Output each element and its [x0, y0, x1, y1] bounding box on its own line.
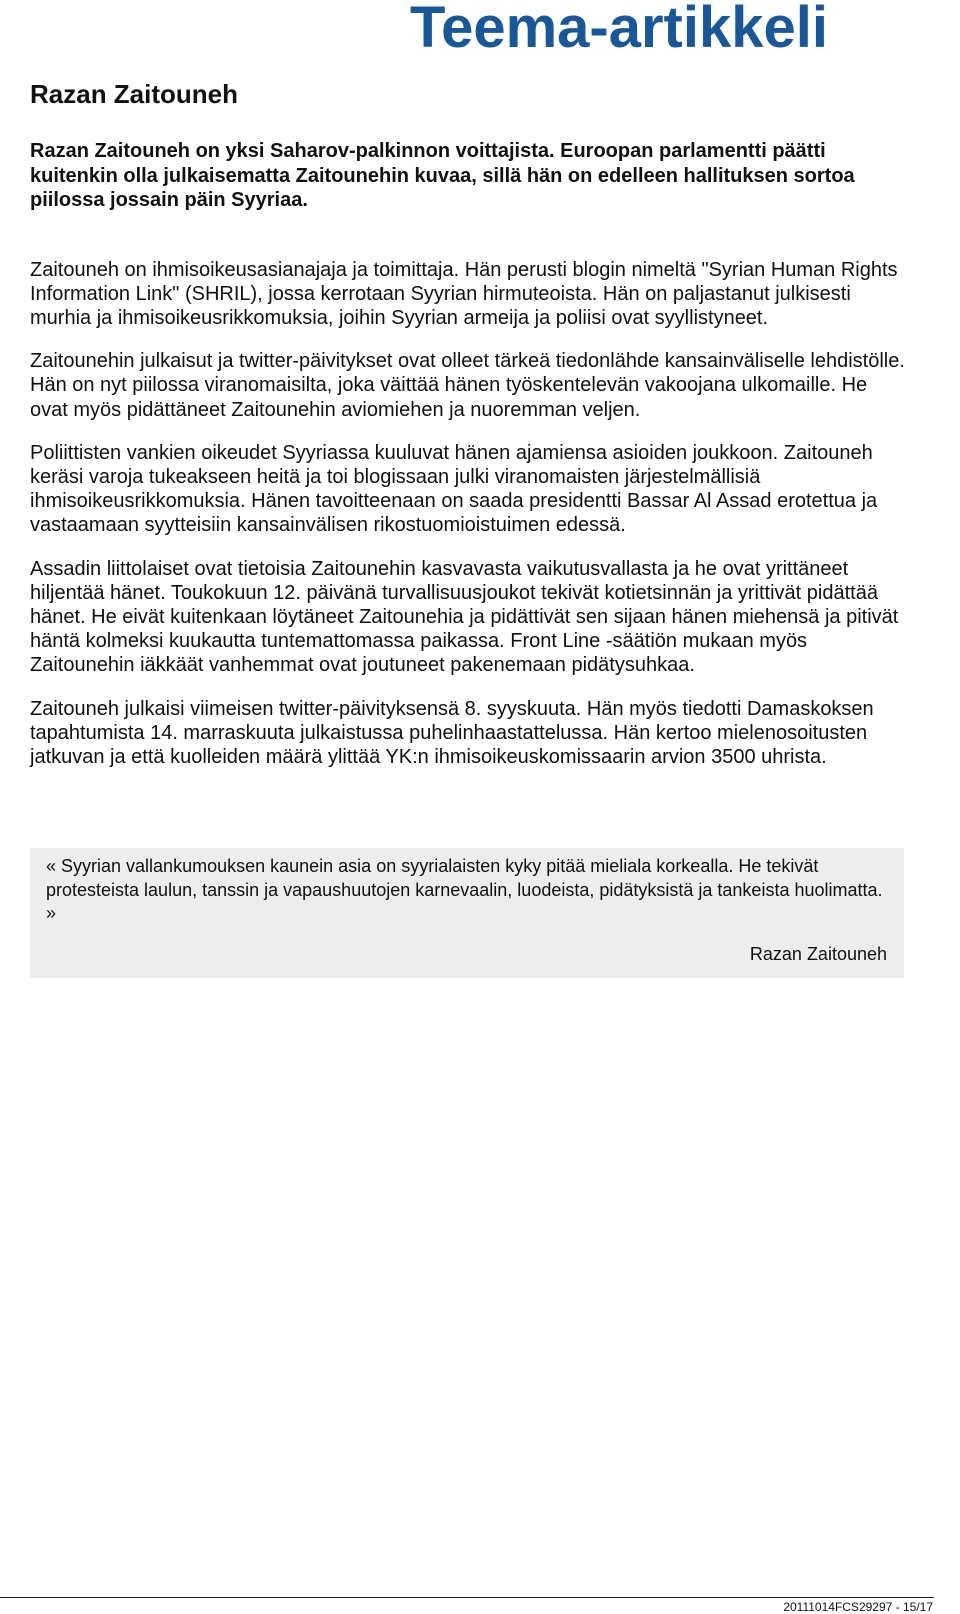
- article-lead: Razan Zaitouneh on yksi Saharov-palkinnon voittajista. Euroopan parlamentti päätti kuitenkin olla julkaisematta Zaitounehin kuvaa, sillä hän on edelleen hallituksen sortoa piilossa jossain päin Syyriaa.: [30, 140, 855, 211]
- section-title: Teema-artikkeli: [409, 0, 828, 60]
- article-paragraph: Zaitouneh on ihmisoikeusasianajaja ja toimittaja. Hän perusti blogin nimeltä "Syrian Human Rights Information Link" (SHRIL), jossa kerrotaan Syyrian hirmuteoista. Hän on paljastanut julkisesti murhia ja ihmisoikeusrikkomuksia, joihin Syyrian armeija ja poliisi ovat syyllistyneet.: [30, 258, 898, 329]
- footer-divider: [0, 1597, 934, 1598]
- article-body: [30, 139, 910, 769]
- footer-reference: 20111014FCS29297 - 15/17: [783, 1600, 933, 1614]
- article-title: Razan Zaitouneh: [30, 79, 239, 109]
- quote-text: « Syyrian vallankumouksen kaunein asia on syyrialaisten kyky pitää mieliala korkealla. He tekivät protesteista laulun, tanssin ja vapaushuutojen karnevaalin, luodeista, pidätyksistä ja tankeista huolimatta. »: [46, 856, 883, 923]
- article-paragraph: Zaitouneh julkaisi viimeisen twitter-päivityksensä 8. syyskuuta. Hän myös tiedotti Damaskoksen tapahtumista 14. marraskuuta julkaistussa puhelinhaastattelussa. Hän kertoo mielenosoitusten jatkuvan ja että kuolleiden määrä ylittää YK:n ihmisoikeuskomissaarin arvion 3500 uhrista.: [30, 697, 874, 768]
- article-paragraph: Assadin liittolaiset ovat tietoisia Zaitounehin kasvavasta vaikutusvallasta ja he ovat yrittäneet hiljentää hänet. Toukokuun 12. päivänä turvallisuusjoukot tekivät kotietsinnän ja yrittivät pidättää hänet. He eivät kuitenkaan löytäneet Zaitounehia ja pidättivät sen sijaan hänen miehensä ja pitivät häntä kolmeksi kuukautta tuntemattomassa paikassa. Front Line -säätiön mukaan myös Zaitounehin iäkkäät vanhemmat ovat joutuneet pakenemaan pidätysuhkaa.: [30, 557, 899, 677]
- article-paragraph: Poliittisten vankien oikeudet Syyriassa kuuluvat hänen ajamiensa asioiden joukkoon. Zaitouneh keräsi varoja tukeakseen heitä ja toi blogissaan julki viranomaisten järjestelmällisiä ihmisoikeusrikkomuksia. Hänen tavoitteenaan on saada presidentti Bassar Al Assad erotettua ja vastaamaan syytteisiin kansainvälisen rikostuomioistuimen edessä.: [30, 441, 878, 537]
- quote-author: Razan Zaitouneh: [749, 944, 887, 964]
- article-paragraph: Zaitounehin julkaisut ja twitter-päivitykset ovat olleet tärkeä tiedonlähde kansainväliselle lehdistölle. Hän on nyt piilossa viranomaisilta, joka väittää hänen työskentelevän vakoojana ulkomaille. He ovat myös pidättäneet Zaitounehin aviomiehen ja nuoremman veljen.: [30, 350, 905, 421]
- quote-box: [30, 848, 904, 978]
